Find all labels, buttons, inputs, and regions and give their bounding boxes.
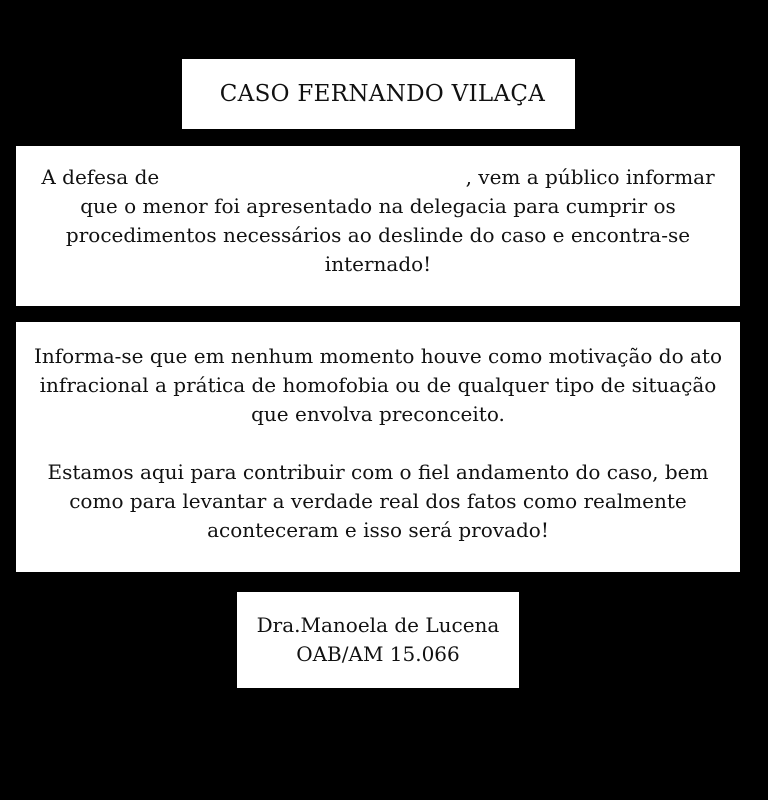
redacted-name-block [166, 169, 466, 189]
lawyer-name: Dra.Manoela de Lucena [256, 613, 500, 637]
oab-registration: OAB/AM 15.066 [296, 642, 460, 666]
homophobia-denial-paragraph: Informa-se que em nenhum momento houve como motivação do ato infracional a prática de homofobia ou de qualquer tipo de situação que envolva preconceito. [33, 344, 723, 426]
information-statement-box [16, 322, 740, 572]
page-title: CASO FERNANDO VILAÇA [219, 81, 546, 107]
statement-continuation-text: , vem a público informar que o menor foi apresentado na delegacia para cumprir os procedimentos necessários ao deslinde do caso e encontra-se internado! [65, 165, 715, 276]
contribution-paragraph: Estamos aqui para contribuir com o fiel andamento do caso, bem como para levantar a verdade real dos fatos como realmente aconteceram e isso será provado! [47, 460, 709, 542]
statement-opening-text: A defesa de [41, 165, 160, 189]
defense-statement-box [16, 146, 740, 306]
signature-box [237, 592, 519, 688]
title-box [182, 59, 575, 129]
